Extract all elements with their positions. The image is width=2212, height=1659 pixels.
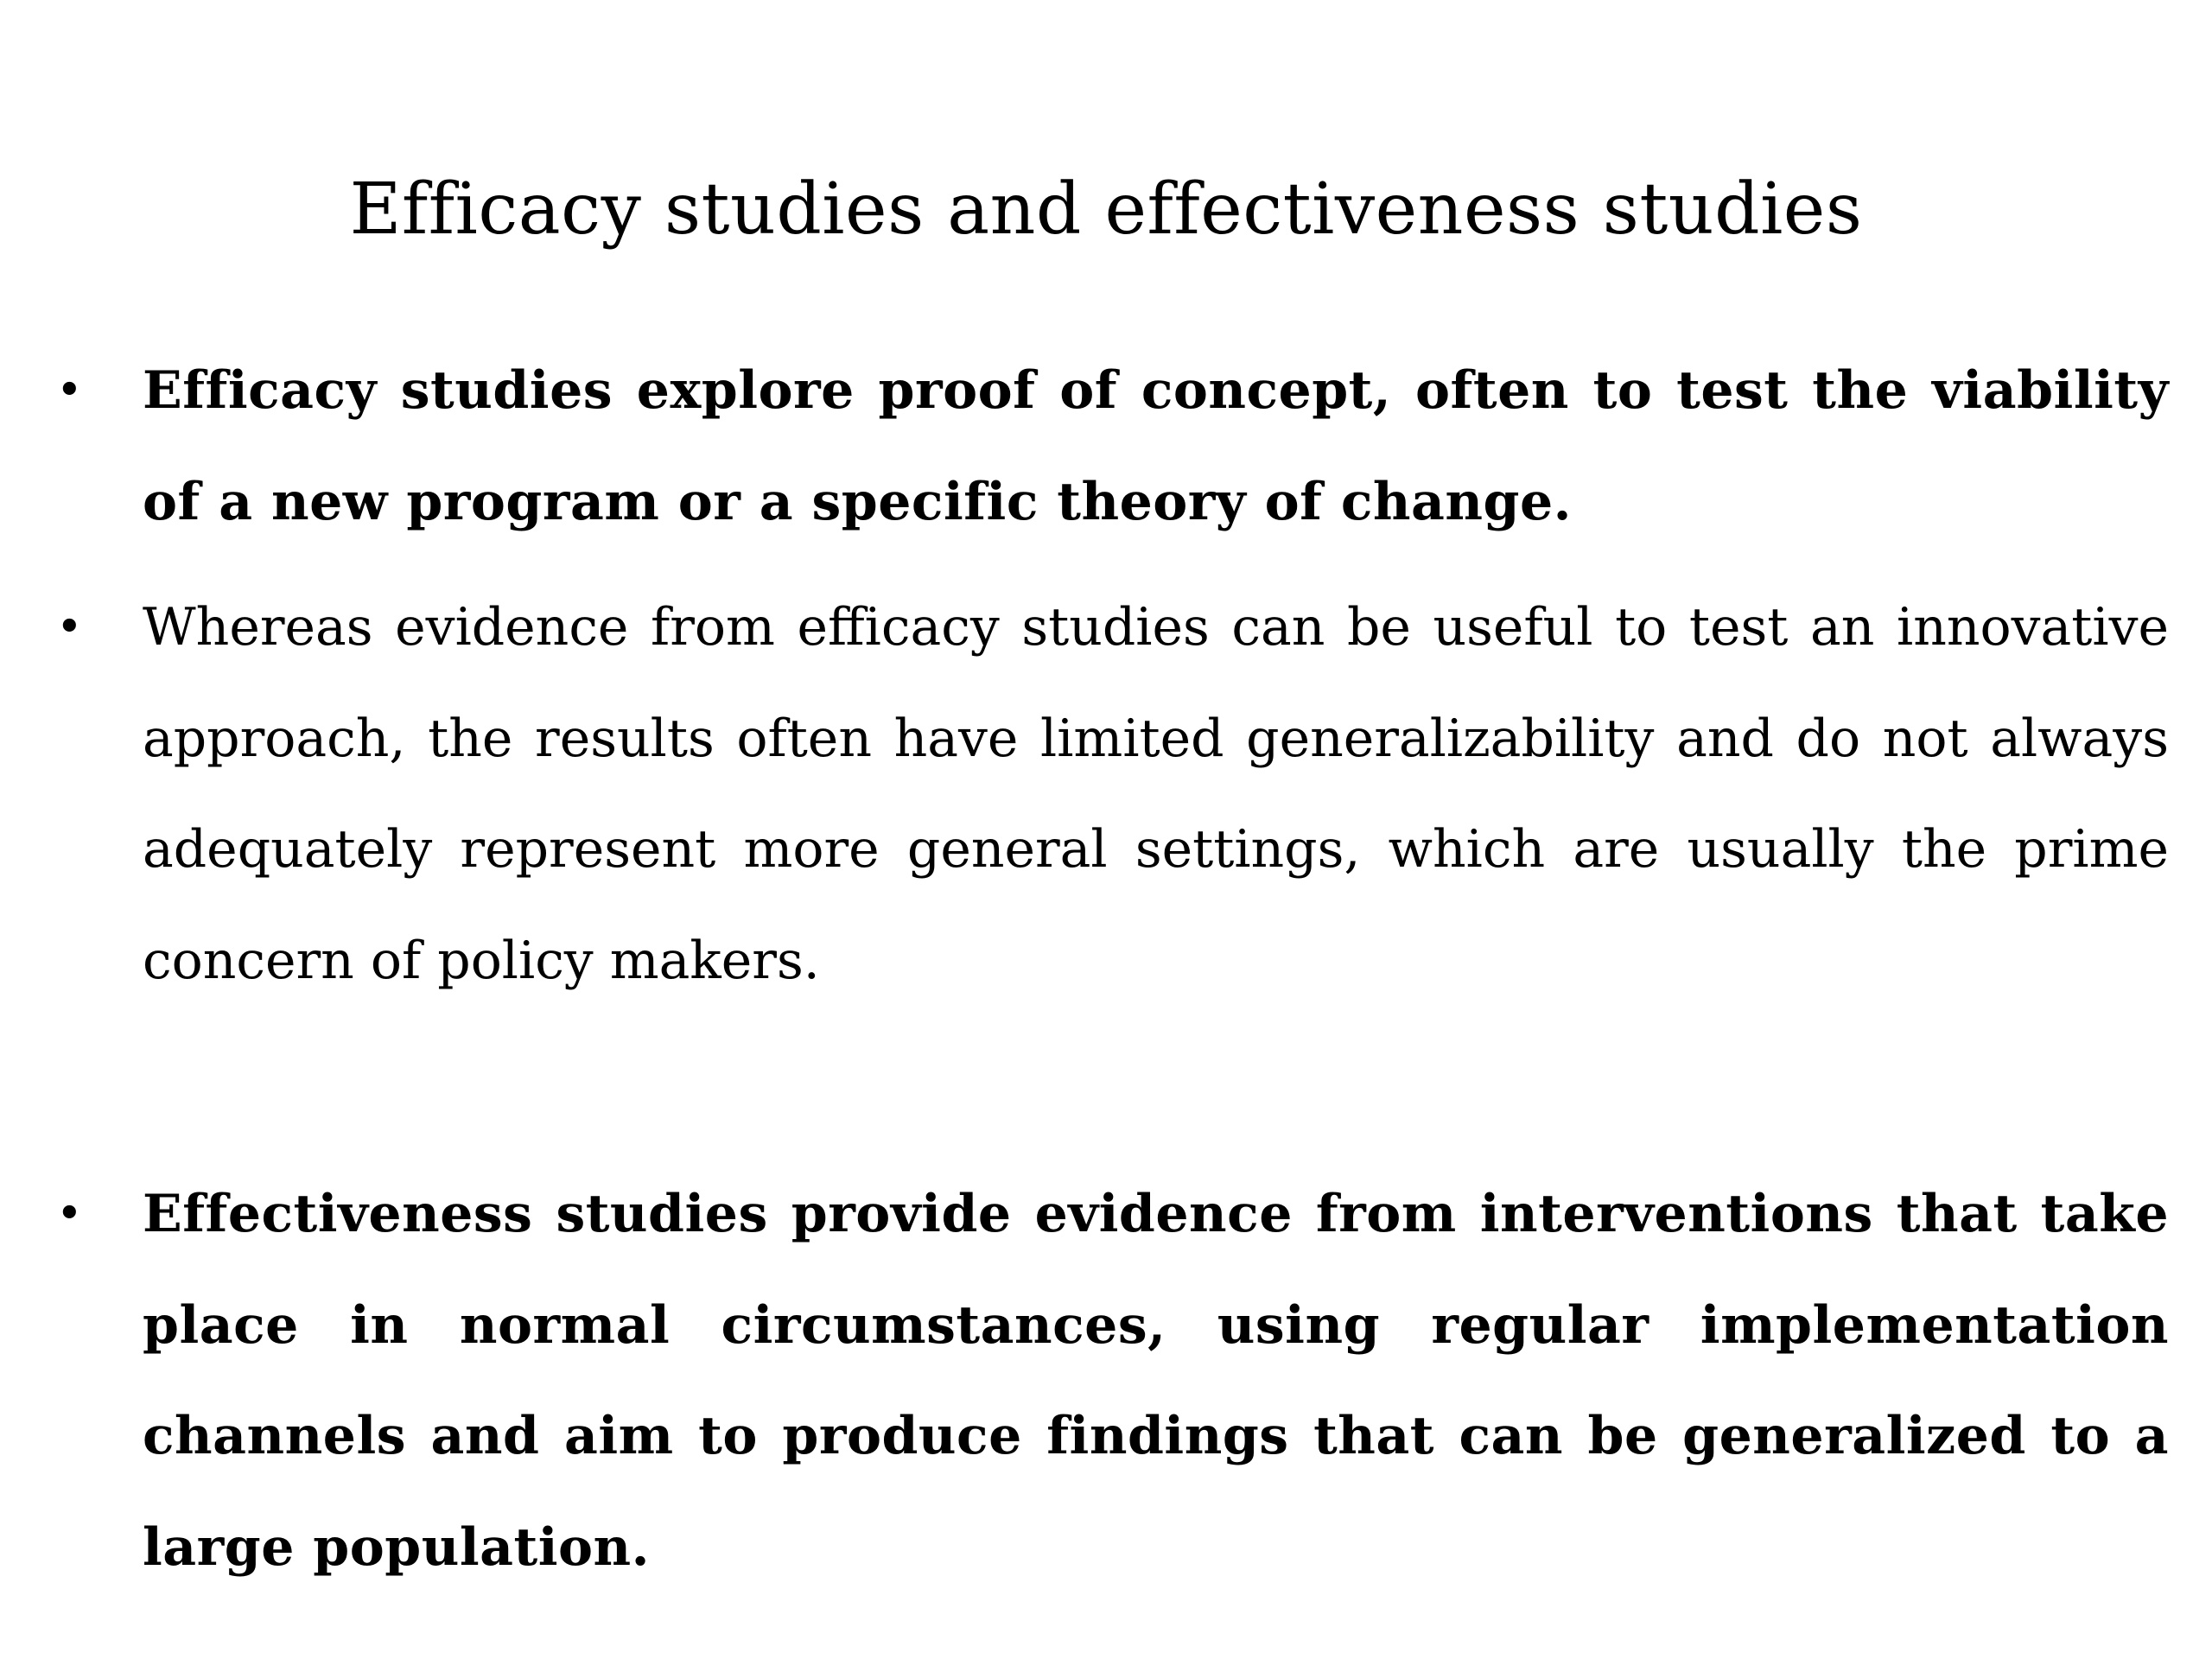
bullet-text: Effectiveness studies provide evidence from interventions that take place in normal circumstances, using regular implementation channels and aim to produce findings that can be generalized to a large population. [143, 1184, 2169, 1578]
bullet-icon: • [56, 365, 84, 416]
bullet-item-whereas [56, 572, 2169, 1016]
bullet-text: Efficacy studies explore proof of concept, often to test the viability of a new program or a specific theory of change. [143, 360, 2169, 532]
bullet-icon: • [56, 601, 83, 653]
bullet-text: Whereas evidence from efficacy studies can be useful to test an innovative approach, the results often have limited generalizability and do not always adequately represent more general settings, which are usually the prime concern of policy makers. [143, 597, 2169, 991]
bullet-item-efficacy [56, 335, 2169, 557]
slide-title: Efficacy studies and effectiveness studies [349, 168, 1863, 251]
bullet-icon: • [56, 1188, 84, 1240]
bullet-item-effectiveness [56, 1159, 2169, 1603]
